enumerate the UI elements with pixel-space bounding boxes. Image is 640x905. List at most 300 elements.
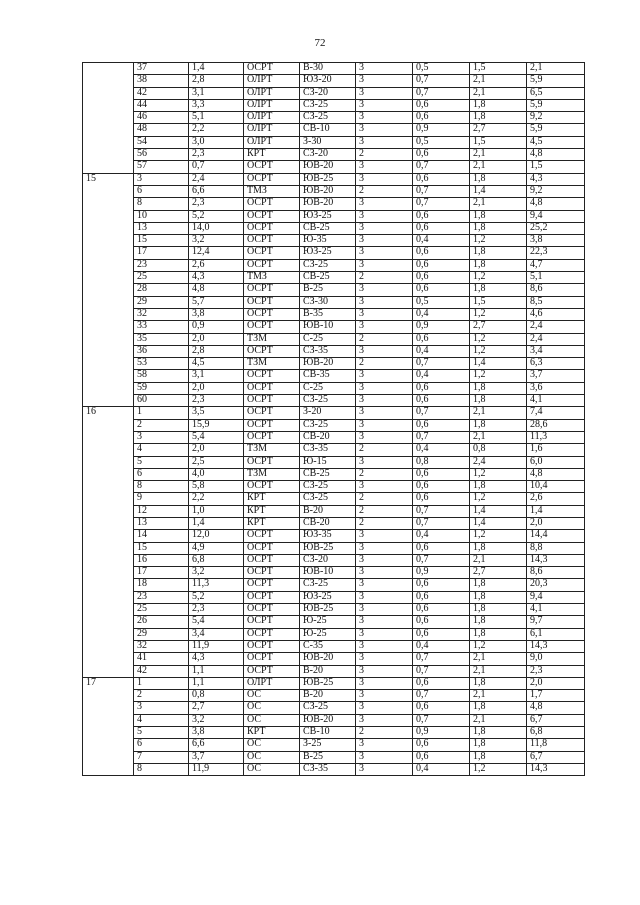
table-cell: СЗ-25 [300,395,356,407]
table-cell: 3 [356,99,413,111]
table-cell: 4,8 [189,284,244,296]
table-cell: 3 [356,136,413,148]
table-cell: В-20 [300,690,356,702]
table-cell: 0,6 [413,677,470,689]
table-cell: 0,6 [413,333,470,345]
table-cell: СВ-20 [300,431,356,443]
table-cell: 5,1 [189,112,244,124]
table-cell: ЮЗ-25 [300,591,356,603]
table-cell: 2,3 [189,395,244,407]
table-cell: 12,4 [189,247,244,259]
table-cell: 3 [356,419,413,431]
table-cell: 0,4 [413,530,470,542]
table-cell: ОСРТ [244,247,300,259]
table-cell: 2,4 [189,173,244,185]
table-cell: 3,3 [189,99,244,111]
table-cell: С-25 [300,333,356,345]
table-row [83,198,585,210]
table-cell: 5,8 [189,481,244,493]
table-row [83,727,585,739]
table-row [83,751,585,763]
table-cell: Ю-35 [300,235,356,247]
table-cell: В-20 [300,505,356,517]
table-cell: 3 [356,653,413,665]
table-cell: 36 [134,345,189,357]
table-cell: 1,8 [470,739,527,751]
table-cell: 0,6 [413,579,470,591]
table-cell: 1,8 [470,419,527,431]
table-cell: ОС [244,751,300,763]
table-cell: 0,6 [413,210,470,222]
table-cell: СЗ-20 [300,87,356,99]
table-cell: КРТ [244,505,300,517]
table-row [83,161,585,173]
table-cell: 25 [134,272,189,284]
table-cell: 3 [356,530,413,542]
table-cell: 2 [134,690,189,702]
table-cell: В-25 [300,751,356,763]
table-cell: 26 [134,616,189,628]
table-cell: 2,3 [527,665,585,677]
table-row [83,99,585,111]
table-cell: 2 [356,727,413,739]
table-cell: 0,9 [189,321,244,333]
table-cell: 1 [134,677,189,689]
table-cell: 3 [356,579,413,591]
table-cell: 56 [134,149,189,161]
table-cell: ТЗМ [244,358,300,370]
table-row [83,468,585,480]
table-cell: ОС [244,763,300,775]
table-cell: 2,4 [527,321,585,333]
table-cell: 3 [356,702,413,714]
table-cell: 3 [356,481,413,493]
table-cell: 3,8 [189,308,244,320]
table-cell: 3 [356,714,413,726]
table-cell: 2,1 [470,431,527,443]
table-cell: 3 [356,616,413,628]
table-cell: 4,5 [527,136,585,148]
table-row [83,640,585,652]
table-cell: 0,7 [413,407,470,419]
table-cell: ОСРТ [244,63,300,75]
table-cell: 2,7 [470,124,527,136]
table-cell: 0,9 [413,321,470,333]
table-cell: В-30 [300,63,356,75]
table-cell: 2 [356,517,413,529]
table-cell: 0,7 [413,517,470,529]
table-cell: 0,6 [413,284,470,296]
table-cell: 2 [356,333,413,345]
table-cell: 3,0 [189,136,244,148]
table-cell: 8 [134,481,189,493]
table-cell: Ю-25 [300,616,356,628]
quarter-cell: 15 [83,173,134,407]
table-cell: 3 [134,702,189,714]
table-cell: 1,8 [470,579,527,591]
table-cell: 4,0 [189,468,244,480]
table-cell: 11,9 [189,640,244,652]
table-cell: 2,3 [189,604,244,616]
table-cell: 3 [356,296,413,308]
table-cell: 2,4 [527,333,585,345]
table-cell: СЗ-25 [300,481,356,493]
table-cell: 1 [134,407,189,419]
table-cell: 2,1 [470,161,527,173]
table-cell: 3,2 [189,235,244,247]
table-cell: 54 [134,136,189,148]
table-cell: 3 [356,247,413,259]
table-cell: 1,1 [189,665,244,677]
table-cell: 2 [356,185,413,197]
table-cell: 2,7 [189,702,244,714]
table-cell: 2,5 [189,456,244,468]
table-cell: 0,6 [413,616,470,628]
table-cell: 6,7 [527,751,585,763]
table-cell: СЗ-25 [300,579,356,591]
table-cell: 3 [134,431,189,443]
table-cell: В-25 [300,284,356,296]
table-cell: СЗ-35 [300,444,356,456]
table-cell: 4 [134,714,189,726]
table-row [83,579,585,591]
table-cell: 1,2 [470,370,527,382]
table-cell: 2,4 [470,456,527,468]
table-row [83,63,585,75]
table-cell: ОСРТ [244,407,300,419]
table-cell: 3,6 [527,382,585,394]
table-row [83,382,585,394]
table-cell: ОЛРТ [244,124,300,136]
table-cell: 5 [134,456,189,468]
table-cell: 3 [356,554,413,566]
table-cell: ОЛРТ [244,136,300,148]
table-cell: 58 [134,370,189,382]
data-table [82,62,585,776]
table-cell: СЗ-35 [300,763,356,775]
table-cell: 3 [356,640,413,652]
table-cell: ТЗМ [244,333,300,345]
table-cell: 3 [356,222,413,234]
table-cell: 4,5 [189,358,244,370]
table-cell: 2 [356,505,413,517]
table-cell: Ю-15 [300,456,356,468]
table-row [83,296,585,308]
table-cell: 2,8 [189,75,244,87]
table-cell: ОЛРТ [244,75,300,87]
table-cell: 20,3 [527,579,585,591]
table-cell: 5,1 [527,272,585,284]
table-cell: 3 [356,173,413,185]
table-cell: 0,9 [413,727,470,739]
table-cell: 2,2 [189,493,244,505]
table-cell: 5,9 [527,124,585,136]
table-cell: 4 [134,444,189,456]
table-cell: 0,6 [413,395,470,407]
table-cell: 59 [134,382,189,394]
table-cell: 1,8 [470,222,527,234]
table-cell: 0,7 [413,665,470,677]
table-cell: 14,0 [189,222,244,234]
table-cell: 4,8 [527,468,585,480]
table-cell: ЮЗ-25 [300,210,356,222]
table-cell: 14,3 [527,763,585,775]
quarter-cell [83,63,134,174]
table-cell: КРТ [244,149,300,161]
table-cell: 4,3 [189,653,244,665]
table-cell: 53 [134,358,189,370]
table-cell: КРТ [244,517,300,529]
table-cell: 3 [356,308,413,320]
table-cell: 5,9 [527,99,585,111]
table-cell: 0,4 [413,640,470,652]
table-cell: 0,6 [413,604,470,616]
table-cell: 23 [134,259,189,271]
table-cell: 6,8 [189,554,244,566]
table-cell: 1,4 [470,517,527,529]
table-cell: 2,1 [470,714,527,726]
table-cell: 0,6 [413,481,470,493]
table-cell: 28,6 [527,419,585,431]
table-cell: СЗ-25 [300,702,356,714]
table-cell: СЗ-25 [300,493,356,505]
table-body [83,63,585,776]
table-cell: 4,1 [527,395,585,407]
table-cell: 3,2 [189,714,244,726]
table-cell: 32 [134,308,189,320]
table-cell: 1,2 [470,530,527,542]
table-row [83,542,585,554]
table-cell: ЮВ-25 [300,542,356,554]
table-cell: ОСРТ [244,235,300,247]
table-cell: З-25 [300,739,356,751]
table-cell: 9 [134,493,189,505]
table-cell: 3 [356,431,413,443]
table-cell: 1,2 [470,493,527,505]
table-cell: 0,7 [413,87,470,99]
table-cell: 0,5 [413,63,470,75]
table-cell: 3 [356,345,413,357]
table-cell: 0,4 [413,370,470,382]
table-cell: 3 [356,235,413,247]
table-row [83,591,585,603]
table-cell: 1,5 [470,296,527,308]
table-cell: 2,1 [470,653,527,665]
table-cell: 1,2 [470,333,527,345]
table-row [83,739,585,751]
table-cell: 6,0 [527,456,585,468]
table-cell: 2,1 [470,407,527,419]
table-row [83,358,585,370]
table-cell: 3 [356,112,413,124]
table-cell: 6 [134,185,189,197]
table-cell: 3 [356,542,413,554]
table-cell: 1,8 [470,210,527,222]
table-cell: 1,6 [527,444,585,456]
table-cell: ОСРТ [244,554,300,566]
table-cell: ОСРТ [244,640,300,652]
table-cell: 0,6 [413,493,470,505]
table-cell: 25,2 [527,222,585,234]
table-cell: 0,6 [413,468,470,480]
table-cell: 8 [134,763,189,775]
table-row [83,616,585,628]
table-cell: 3,4 [527,345,585,357]
table-cell: 0,7 [413,653,470,665]
table-cell: ОСРТ [244,259,300,271]
table-cell: 0,7 [413,161,470,173]
table-cell: З-30 [300,136,356,148]
table-cell: 3,7 [527,370,585,382]
table-cell: 1,8 [470,284,527,296]
table-cell: ОСРТ [244,481,300,493]
table-row [83,690,585,702]
table-cell: 0,4 [413,444,470,456]
table-cell: 3,7 [189,751,244,763]
table-cell: ОСРТ [244,395,300,407]
table-cell: ОСРТ [244,284,300,296]
table-row [83,235,585,247]
table-cell: 0,4 [413,308,470,320]
table-cell: 1,4 [470,185,527,197]
table-cell: ОЛРТ [244,87,300,99]
table-cell: ОСРТ [244,321,300,333]
table-row [83,259,585,271]
table-cell: 2 [134,419,189,431]
table-cell: 11,9 [189,763,244,775]
table-cell: ОСРТ [244,542,300,554]
table-cell: 1,0 [189,505,244,517]
table-cell: ОСРТ [244,604,300,616]
table-cell: 4,3 [189,272,244,284]
table-cell: 32 [134,640,189,652]
table-cell: 0,6 [413,382,470,394]
table-cell: 29 [134,296,189,308]
table-cell: 2,3 [189,198,244,210]
table-cell: 2,0 [189,382,244,394]
table-cell: 2 [356,358,413,370]
table-cell: 3 [356,739,413,751]
table-row [83,210,585,222]
table-cell: 2,0 [189,444,244,456]
table-cell: 2,1 [470,554,527,566]
table-cell: 1,2 [470,640,527,652]
table-cell: 0,7 [413,714,470,726]
table-cell: 1,4 [189,517,244,529]
table-row [83,370,585,382]
table-cell: 2,7 [470,321,527,333]
table-cell: 13 [134,517,189,529]
table-cell: ОСРТ [244,308,300,320]
table-cell: ОСРТ [244,419,300,431]
table-cell: 60 [134,395,189,407]
table-cell: 9,2 [527,112,585,124]
table-cell: ЮВ-25 [300,173,356,185]
table-cell: 42 [134,665,189,677]
table-cell: ОСРТ [244,567,300,579]
table-cell: 0,6 [413,419,470,431]
table-cell: 6 [134,739,189,751]
table-cell: ЮВ-25 [300,604,356,616]
table-cell: 7,4 [527,407,585,419]
table-cell: 1,8 [470,628,527,640]
table-cell: 0,5 [413,296,470,308]
table-cell: 3 [356,763,413,775]
table-cell: 12 [134,505,189,517]
table-cell: 2 [356,468,413,480]
table-cell: 13 [134,222,189,234]
table-cell: 25 [134,604,189,616]
table-cell: СЗ-25 [300,112,356,124]
table-cell: 6,1 [527,628,585,640]
table-cell: 5,2 [189,591,244,603]
table-cell: 2,6 [527,493,585,505]
table-cell: 15 [134,235,189,247]
table-cell: 0,4 [413,763,470,775]
table-cell: 8 [134,198,189,210]
table-cell: 3,1 [189,370,244,382]
table-cell: 4,8 [527,149,585,161]
table-cell: 2,0 [527,517,585,529]
table-cell: 0,7 [413,690,470,702]
table-cell: 3 [356,87,413,99]
table-cell: ЮВ-20 [300,653,356,665]
table-cell: 2 [356,272,413,284]
table-row [83,419,585,431]
table-cell: ОС [244,714,300,726]
table-cell: ОСРТ [244,210,300,222]
table-cell: 6,8 [527,727,585,739]
table-cell: 0,7 [413,358,470,370]
table-cell: 1,7 [527,690,585,702]
table-row [83,284,585,296]
table-cell: СВ-20 [300,517,356,529]
table-cell: 11,8 [527,739,585,751]
table-cell: 3 [356,284,413,296]
table-cell: 28 [134,284,189,296]
table-cell: 4,3 [527,173,585,185]
table-cell: 3 [356,210,413,222]
table-cell: 3 [356,395,413,407]
table-cell: 0,6 [413,247,470,259]
table-cell: ОЛРТ [244,99,300,111]
table-cell: 5,4 [189,616,244,628]
table-cell: 1,4 [470,358,527,370]
table-cell: ОСРТ [244,222,300,234]
table-cell: 3 [356,665,413,677]
table-cell: СВ-25 [300,468,356,480]
table-cell: 7 [134,751,189,763]
table-row [83,481,585,493]
table-cell: 1,8 [470,542,527,554]
table-cell: 3 [356,407,413,419]
table-cell: 3 [356,161,413,173]
table-cell: ОС [244,739,300,751]
table-cell: 9,2 [527,185,585,197]
table-cell: ОСРТ [244,198,300,210]
table-cell: ОСРТ [244,456,300,468]
table-cell: 0,6 [413,259,470,271]
table-cell: 3 [356,370,413,382]
table-cell: 44 [134,99,189,111]
table-cell: ЮВ-20 [300,161,356,173]
table-cell: 0,6 [413,542,470,554]
table-row [83,505,585,517]
table-row [83,308,585,320]
table-cell: ЮВ-10 [300,567,356,579]
table-cell: 3 [356,198,413,210]
table-cell: СЗ-30 [300,296,356,308]
